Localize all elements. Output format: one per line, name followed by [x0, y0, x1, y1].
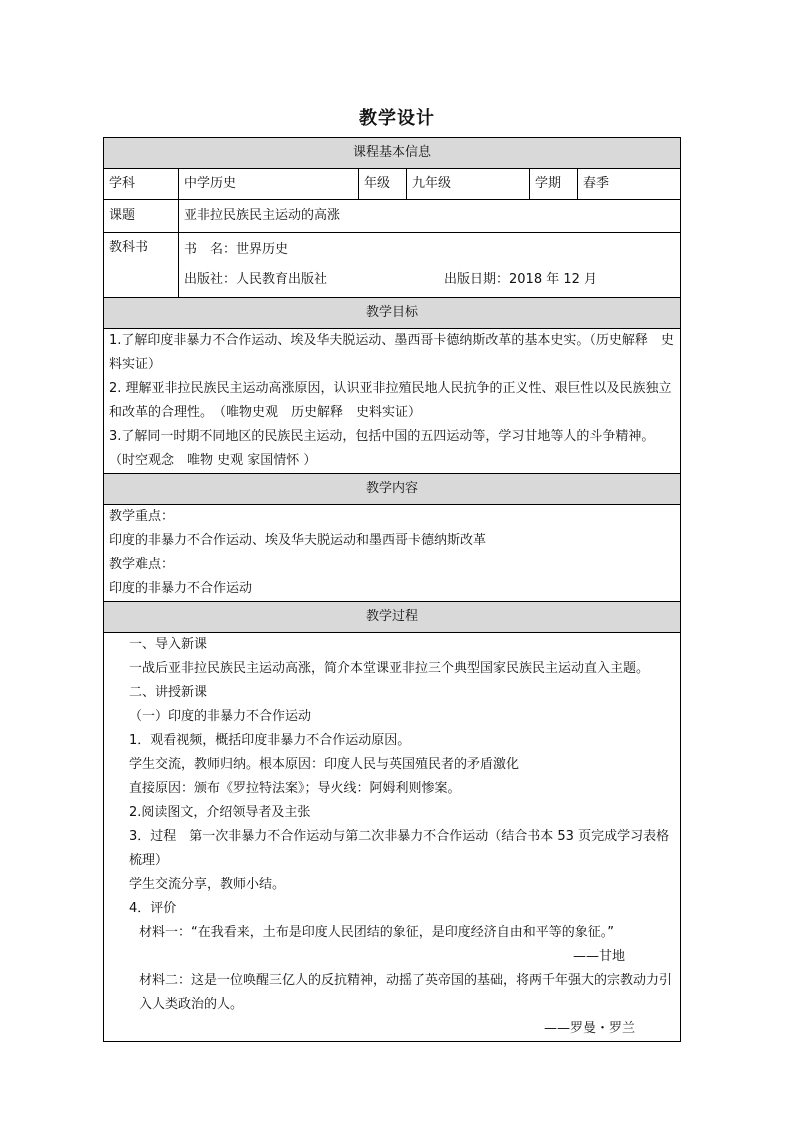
- process-step-4: 4．评价: [129, 901, 177, 916]
- lesson-plan-table: [103, 137, 681, 1042]
- material-1-quote: 材料一：“在我看来，土布是印度人民团结的象征，是印度经济自由和平等的象征。”: [139, 925, 614, 940]
- publish-date: 出版日期：2018 年 12 月: [444, 272, 598, 287]
- subject-value: 中学历史: [179, 169, 359, 200]
- grade-label: 年级: [359, 169, 407, 200]
- process-header: 教学过程: [104, 602, 681, 633]
- objective-1: 1.了解印度非暴力不合作运动、埃及华夫脱运动、墨西哥卡德纳斯改革的基本史实。（历史解释 史料实证）: [109, 333, 674, 372]
- objectives-header: 教学目标: [104, 298, 681, 329]
- material-1-attribution: ——甘地: [573, 949, 626, 964]
- process-step-1-causes: 直接原因：颁布《罗拉特法案》；导火线：阿姆利则惨案。: [129, 781, 461, 796]
- publisher: 出版社：人民教育出版社: [184, 272, 328, 287]
- document-title: 教学设计: [359, 108, 435, 129]
- process-step-3: 3．过程 第一次非暴力不合作运动与第二次非暴力不合作运动（结合书本 53 页完成学习表格梳理）: [129, 829, 670, 868]
- grade-value: 九年级: [407, 169, 530, 200]
- process-intro-text: 一战后亚非拉民族民主运动高涨，简介本堂课亚非拉三个典型国家民族民主运动直入主题。: [129, 661, 650, 676]
- process-new-lesson-heading: 二、讲授新课: [129, 685, 208, 700]
- material-2-attribution: ——罗曼・罗兰: [544, 1021, 636, 1036]
- process-section-india: （一）印度的非暴力不合作运动: [129, 709, 312, 724]
- basic-info-header: 课程基本信息: [104, 138, 681, 169]
- textbook-name: 书 名：世界历史: [184, 242, 289, 257]
- process-body: [104, 633, 681, 1042]
- content-header: 教学内容: [104, 474, 681, 505]
- objective-3: 3.了解同一时期不同地区的民族民主运动，包括中国的五四运动等，学习甘地等人的斗争精神。 （时空观念 唯物 史观 家国情怀 ）: [109, 429, 661, 468]
- topic-label: 课题: [104, 200, 179, 233]
- subject-label: 学科: [104, 169, 179, 200]
- process-step-1-summary: 学生交流，教师归纳。根本原因：印度人民与英国殖民者的矛盾激化: [129, 757, 520, 772]
- difficulty-text: 印度的非暴力不合作运动: [109, 581, 253, 596]
- objective-2: 2. 理解亚非拉民族民主运动高涨原因，认识亚非拉殖民地人民抗争的正义性、艰巨性以及民族独立和改革的合理性。 （唯物史观 历史解释 史料实证）: [109, 381, 672, 420]
- process-step-2: 2.阅读图文，介绍领导者及主张: [129, 805, 311, 820]
- process-step-3-summary: 学生交流分享，教师小结。: [129, 877, 286, 892]
- process-step-1: 1．观看视频，概括印度非暴力不合作运动原因。: [129, 733, 411, 748]
- material-2-quote: 材料二：这是一位唤醒三亿人的反抗精神，动摇了英帝国的基础，将两千年强大的宗教动力引入人类政治的人。: [139, 973, 673, 1012]
- textbook-info: [179, 233, 681, 298]
- textbook-publish-line: [184, 265, 675, 295]
- difficulty-label: 教学难点：: [109, 557, 175, 572]
- key-points-text: 印度的非暴力不合作运动、埃及华夫脱运动和墨西哥卡德纳斯改革: [109, 533, 487, 548]
- objectives-body: [104, 329, 681, 474]
- topic-value: 亚非拉民族民主运动的高涨: [179, 200, 681, 233]
- content-body: [104, 505, 681, 602]
- term-label: 学期: [530, 169, 578, 200]
- term-value: 春季: [578, 169, 681, 200]
- key-points-label: 教学重点：: [109, 509, 175, 524]
- textbook-label: 教科书: [104, 233, 179, 298]
- process-intro-heading: 一、导入新课: [129, 637, 208, 652]
